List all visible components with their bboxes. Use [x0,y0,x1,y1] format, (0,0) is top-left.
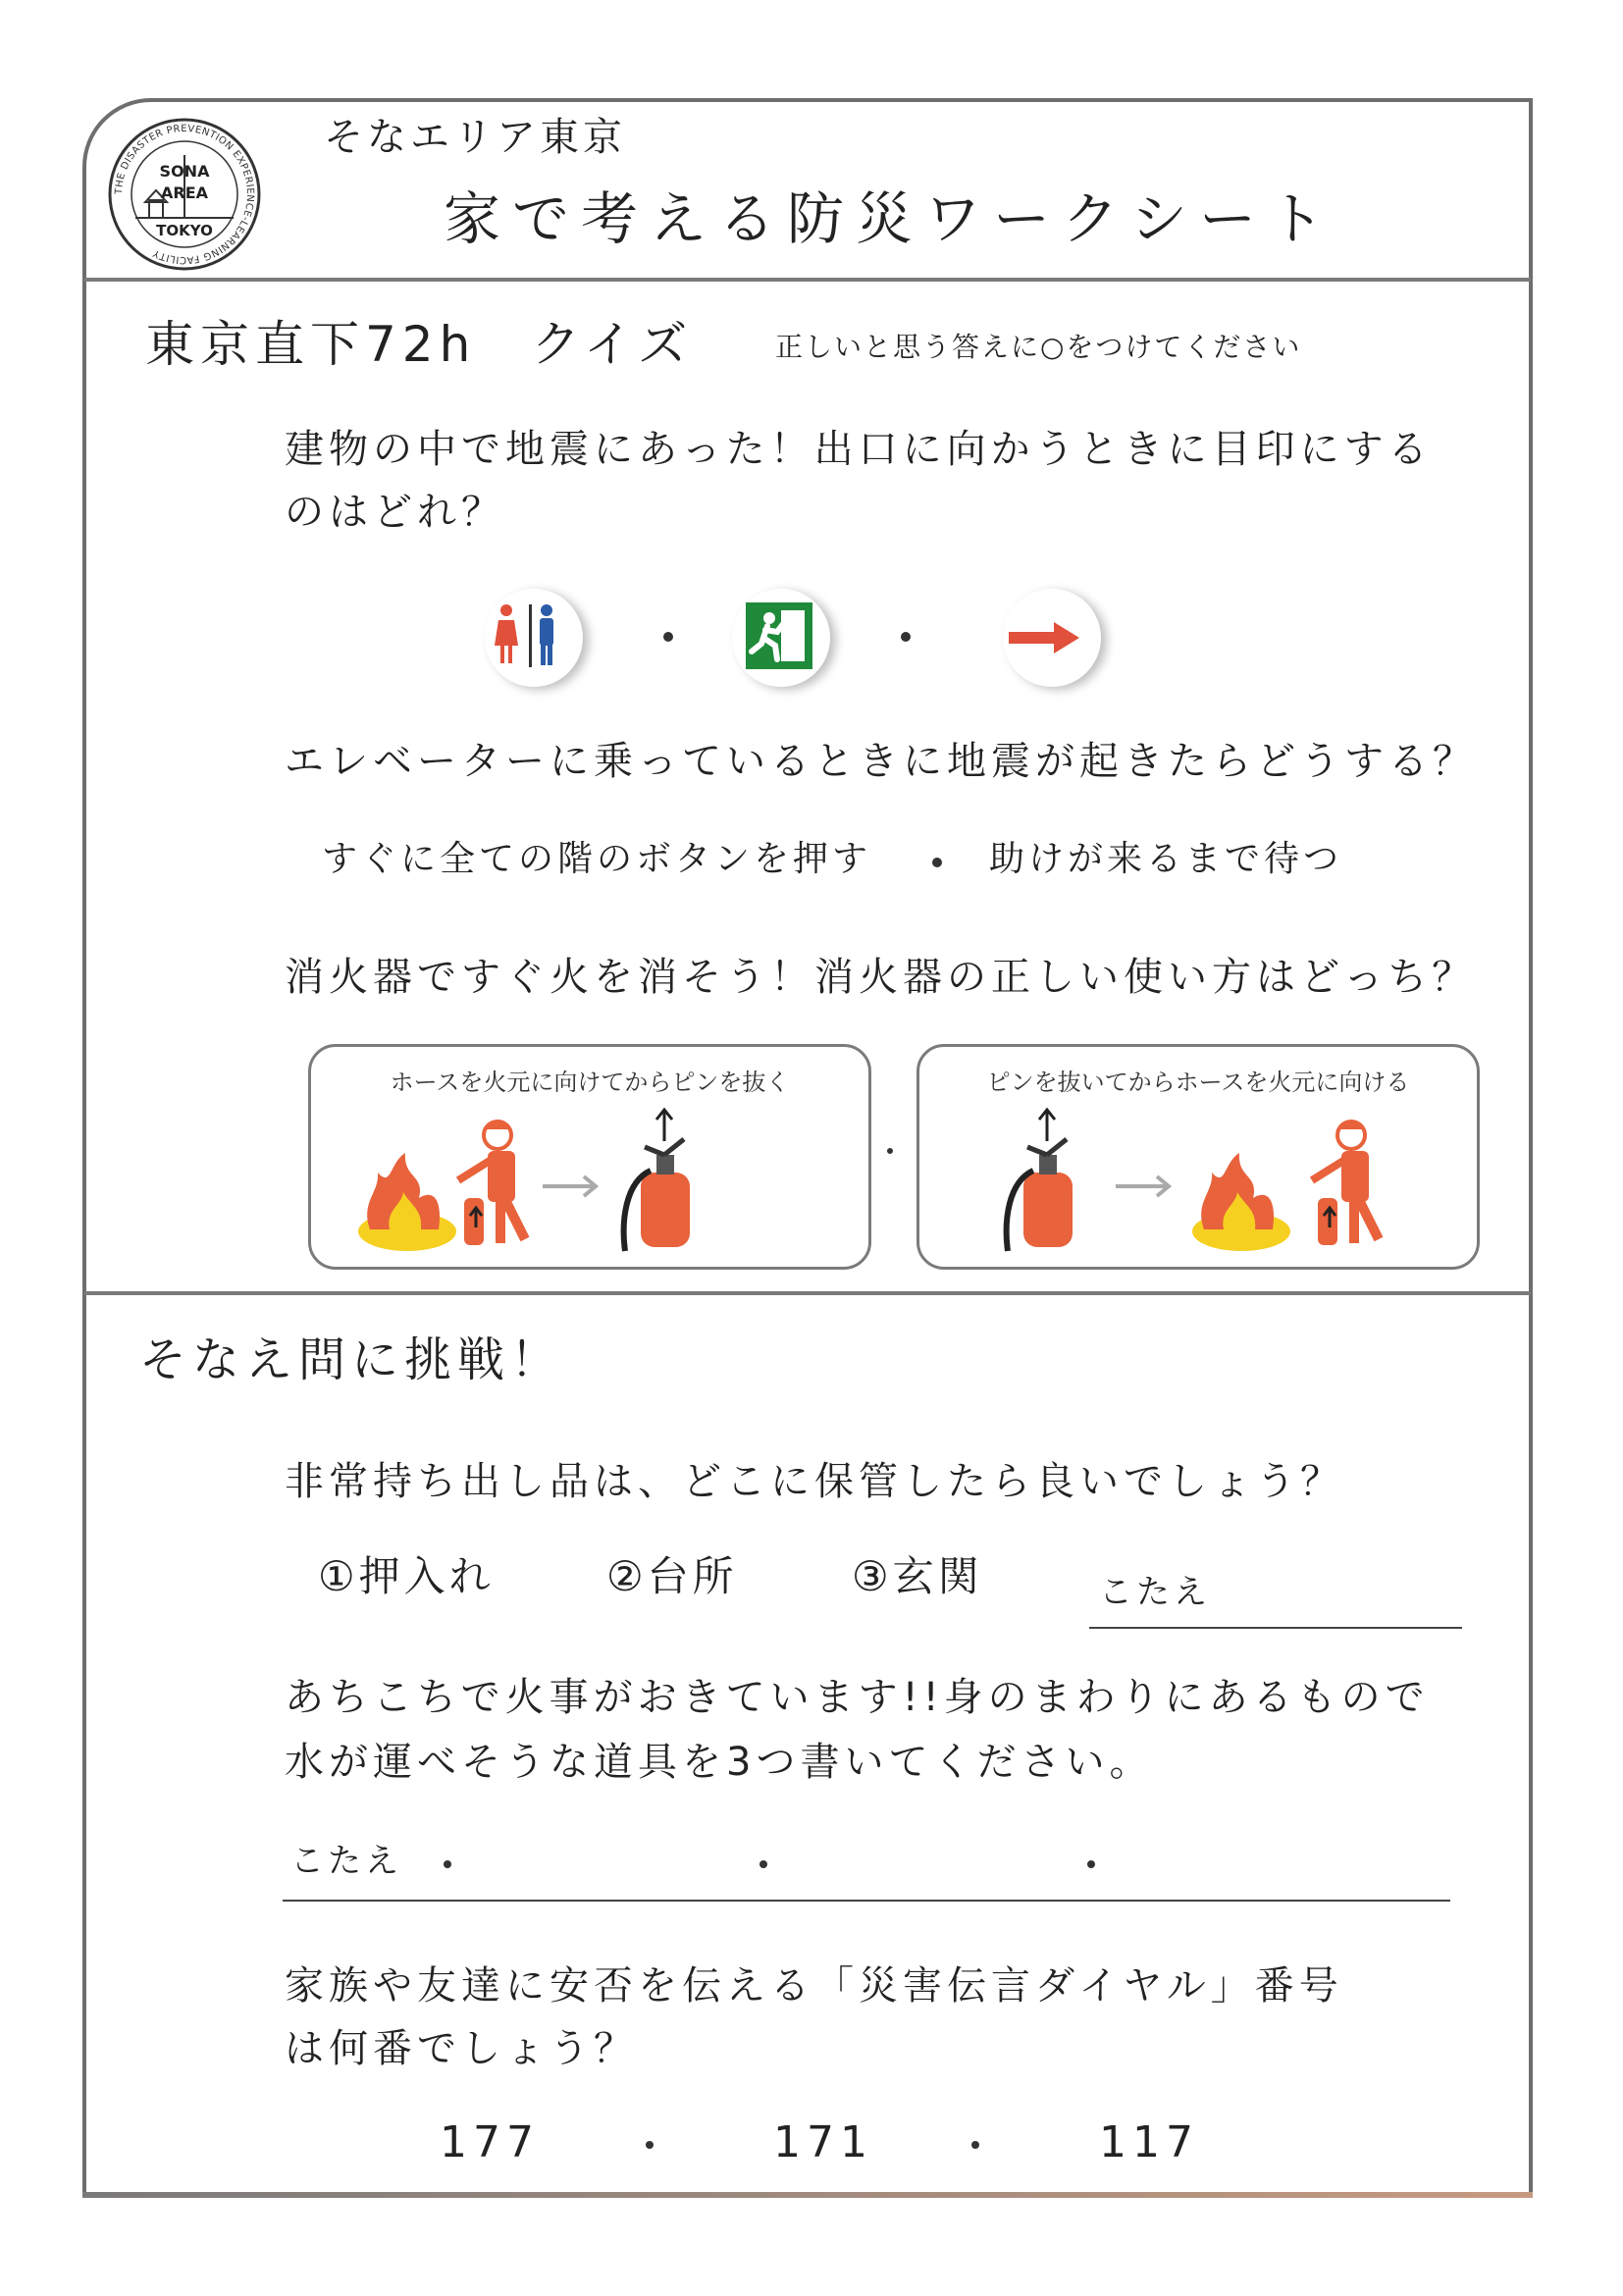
q4-text: 非常持ち出し品は、どこに保管したら良いでしょう？ [285,1459,1344,1504]
q4-option-3[interactable]: ③玄関 [852,1552,983,1600]
logo-line3: TOKYO [156,222,213,239]
q6-separator [646,2141,654,2149]
emergency-exit-sign-icon[interactable] [732,589,830,687]
q3-text: 消火器ですぐ火を消そう！消火器の正しい使い方はどっち？ [285,955,1477,1000]
frame-bottom-border [82,2192,1533,2198]
q6-option-117[interactable]: 117 [1099,2117,1199,2167]
sona-area-logo [106,116,263,273]
q5-answer-bullet [444,1860,451,1868]
q2-option-b[interactable]: 助けが来るまで待つ [989,839,1343,879]
q1-text-line2: のはどれ？ [285,490,505,535]
org-name: そなエリア東京 [324,115,626,160]
q4-answer-line[interactable] [1089,1627,1462,1629]
q1-separator [901,632,911,642]
q6-option-171[interactable]: 171 [773,2117,873,2167]
q6-separator [971,2141,979,2149]
q4-answer-label: こたえ [1099,1573,1211,1612]
q1-separator [663,632,673,642]
extinguisher-option-a-card[interactable] [308,1044,871,1270]
restroom-sign-icon[interactable] [485,589,583,687]
card-a-caption: ホースを火元に向けてからピンを抜く [390,1069,790,1096]
q2-separator [932,858,942,867]
q6-text-line1: 家族や友達に安否を伝える「災害伝言ダイヤル」番号 [285,1963,1343,2009]
q4-option-1[interactable]: ①押入れ [318,1552,495,1600]
q1-text-line1: 建物の中で地震にあった！出口に向かうときに目印にする [285,427,1433,472]
page-title: 家で考える防災ワークシート [444,185,1337,252]
logo-ring-text: THE DISASTER PREVENTION EXPERIENCE-LEARNING FACILITY [113,123,256,266]
extinguisher-then-fire-illustration [959,1104,1449,1261]
header-divider [84,278,1531,282]
red-arrow-icon[interactable] [1003,589,1101,687]
q5-answer-bullet [1087,1860,1095,1868]
q6-text-line2: は何番でしょう？ [285,2026,638,2071]
q5-answer-bullet [759,1860,767,1868]
section-divider [84,1291,1531,1295]
fire-and-firefighter-illustration [350,1104,841,1261]
q4-option-2[interactable]: ②台所 [606,1552,738,1600]
quiz-instruction: 正しいと思う答えに○をつけてください [775,331,1302,363]
q2-option-a[interactable]: すぐに全ての階のボタンを押す [322,839,872,879]
q3-separator [887,1148,893,1154]
extinguisher-option-b-card[interactable] [916,1044,1480,1270]
q5-answer-label: こたえ [290,1842,402,1881]
q5-answer-line[interactable] [283,1900,1450,1902]
q5-text-line1: あちこちで火事がおきています!!身のまわりにあるもので [285,1675,1430,1720]
q6-option-177[interactable]: 177 [440,2117,540,2167]
card-b-caption: ピンを抜いてからホースを火元に向ける [986,1069,1410,1096]
challenge-heading: そなえ問に挑戦！ [139,1332,564,1387]
q5-text-line2: 水が運べそうな道具を3つ書いてください。 [285,1740,1154,1785]
q2-text: エレベーターに乗っているときに地震が起きたらどうする？ [285,739,1477,784]
quiz-heading: 東京直下72h クイズ [145,316,694,373]
logo-line1: SONA [159,162,210,181]
logo-line2: AREA [160,183,209,202]
